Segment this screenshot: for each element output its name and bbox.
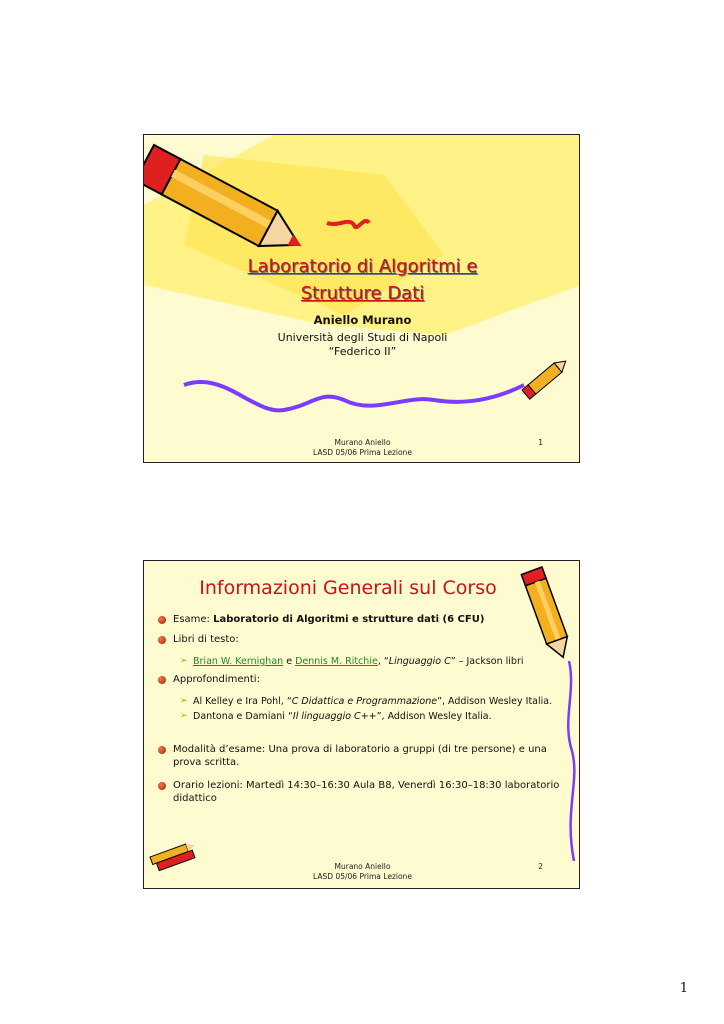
bullet-icon: [158, 616, 166, 624]
link-ritchie[interactable]: Dennis M. Ritchie: [295, 656, 378, 667]
footer-course: LASD 05/06 Prima Lezione: [313, 872, 412, 881]
university-line-1: Università degli Studi di Napoli: [277, 331, 448, 344]
bullet-books: Libri di testo:: [158, 633, 563, 646]
squiggle-line: [184, 382, 524, 410]
bullet-icon: [158, 746, 166, 754]
bullet-exam-mode: Modalità d’esame: Una prova di laboratorio a gruppi (di tre persone) e una prova scritta.: [158, 743, 563, 769]
page-number: 1: [679, 981, 688, 996]
slide-1-number: 1: [538, 438, 543, 447]
further-ref-1: ➢ Al Kelley e Ira Pohl, “C Didattica e Programmazione”, Addison Wesley Italia.: [180, 696, 553, 707]
footer-author: Murano Aniello: [334, 438, 391, 447]
bullet-icon: [158, 636, 166, 644]
slide-1: [143, 134, 580, 463]
bullet-icon: [158, 782, 166, 790]
footer-course: LASD 05/06 Prima Lezione: [313, 448, 412, 457]
link-kernighan[interactable]: Brian W. Kernighan: [193, 656, 284, 667]
university-line-2: “Federico II”: [328, 345, 397, 358]
university: [144, 331, 580, 359]
bullet-exam: Esame: Laboratorio di Algoritmi e strutture dati (6 CFU): [158, 613, 563, 626]
bullet-icon: [158, 676, 166, 684]
bullet-schedule: Orario lezioni: Martedì 14:30–16:30 Aula B8, Venerdì 16:30–18:30 laboratorio didattico: [158, 779, 563, 805]
slide-2-title: Informazioni Generali sul Corso: [199, 577, 497, 599]
slide-1-footer: [144, 438, 580, 458]
slide-2-content: [158, 613, 563, 805]
title-line-2: Strutture Dati: [300, 283, 425, 304]
slide-2: [143, 560, 580, 889]
book-ref-1: ➢ Brian W. Kernighan e Dennis M. Ritchie, “Linguaggio C” – Jackson libri: [180, 656, 524, 667]
bullet-further: Approfondimenti:: [158, 673, 563, 686]
arrow-icon: ➢: [180, 656, 188, 666]
slide-1-title: [144, 253, 580, 307]
arrow-icon: ➢: [180, 711, 188, 721]
slide-2-footer: [144, 862, 580, 882]
further-ref-2: ➢ Dantona e Damiani “Il linguaggio C++”, Addison Wesley Italia.: [180, 711, 492, 722]
footer-author: Murano Aniello: [334, 862, 391, 871]
small-pencil-icon: [522, 357, 570, 400]
slide-2-number: 2: [538, 862, 543, 871]
arrow-icon: ➢: [180, 696, 188, 706]
author-name: Aniello Murano: [313, 313, 412, 327]
title-line-1: Laboratorio di Algoritmi e: [247, 256, 478, 277]
